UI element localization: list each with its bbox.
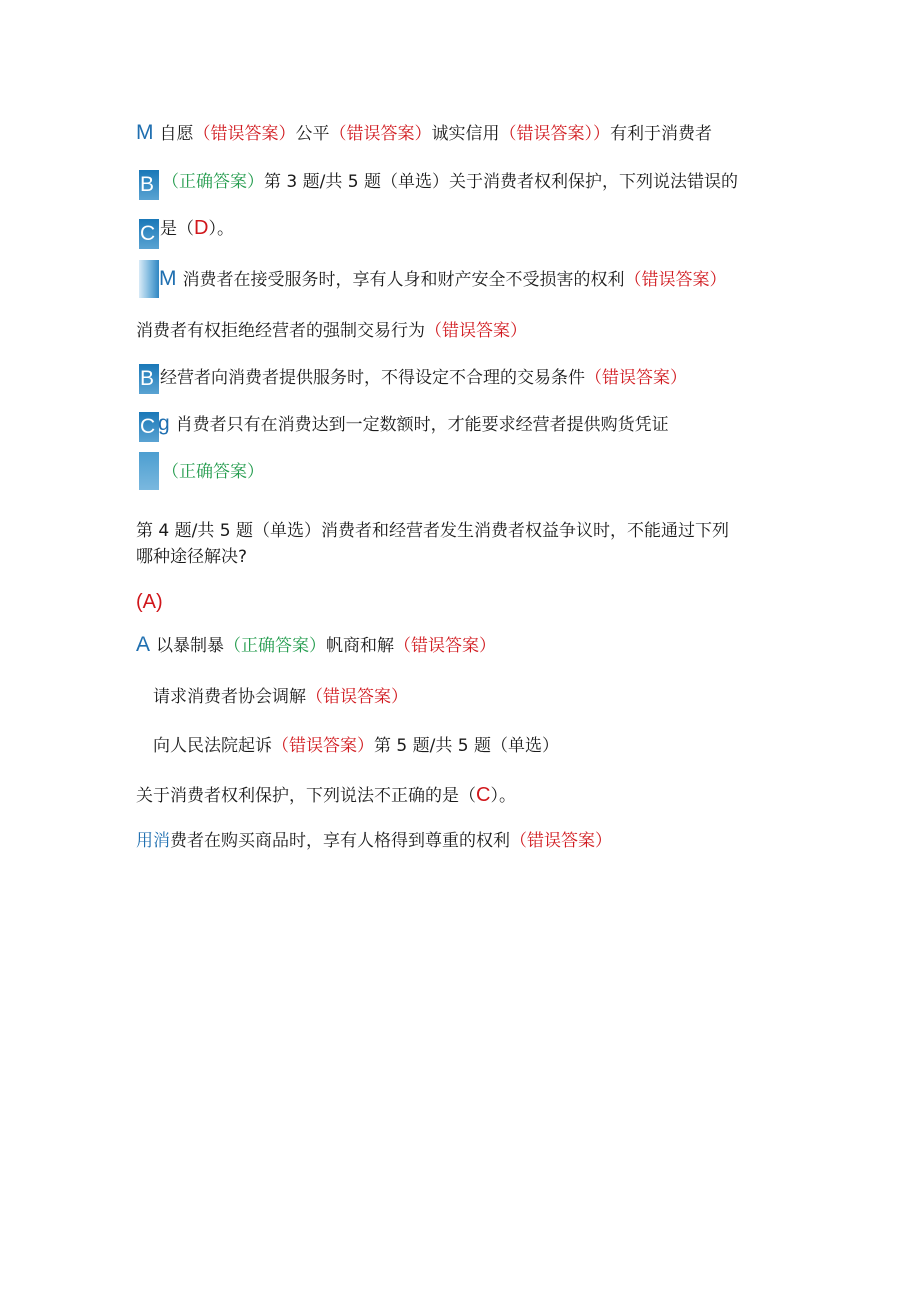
option-text: 自愿 [159, 124, 194, 144]
option-text: 公平 [295, 124, 330, 144]
question-text: ）。 [490, 786, 516, 806]
option-line-conditions [160, 366, 687, 390]
option-line-dignity [136, 829, 612, 853]
option-mark: A [136, 633, 151, 656]
question-4-line-1: 第 4 题/共 5 题（单选）消费者和经营者发生消费者权益争议时，不能通过下列 [136, 521, 729, 541]
option-line-association [153, 685, 408, 709]
wrong-answer-tag: （错误答案） [510, 831, 612, 851]
option-line-safety [159, 267, 727, 292]
question-text: 是（ [160, 219, 194, 239]
option-line-refuse [136, 319, 527, 343]
wrong-answer-tag: （错误答案）） [499, 124, 610, 144]
option-c-tile: C [139, 219, 159, 249]
wrong-answer-tag: （错误答案） [585, 368, 687, 388]
option-line-fairness [136, 121, 712, 146]
wrong-answer-tag: （错误答案） [425, 321, 527, 341]
question-3-answer-line [160, 216, 234, 241]
option-text: 消费者有权拒绝经营者的强制交易行为 [136, 321, 425, 341]
question-text: 第 5 题/共 5 题（单选） [374, 736, 559, 756]
option-mark: M [136, 121, 154, 144]
option-text: 肖费者只有在消费达到一定数额时，才能要求经营者提供购货凭证 [175, 415, 669, 435]
option-text-blue: 用消 [136, 831, 170, 851]
option-text: 费者在购买商品时，享有人格得到尊重的权利 [170, 831, 510, 851]
answer-letter: C [476, 784, 491, 806]
option-text: 请求消费者协会调解 [153, 687, 306, 707]
option-text: 帆商和解 [326, 636, 395, 656]
option-a-tile [139, 260, 159, 298]
correct-answer-tag: （正确答案） [224, 636, 327, 656]
option-b-tile: B [139, 170, 159, 200]
wrong-answer-tag: （错误答案） [624, 270, 727, 290]
correct-answer-line [162, 460, 264, 484]
question-text: ）。 [208, 219, 234, 239]
option-mark: M [159, 267, 177, 290]
correct-answer-tag: （正确答案） [162, 462, 264, 482]
question-4-line-2: 哪种途径解决? [136, 547, 248, 567]
question-5-line [136, 783, 516, 808]
option-text: 消费者在接受服务时，享有人身和财产安全不受损害的权利 [182, 270, 625, 290]
answer-letter: D [194, 217, 209, 239]
option-c-tile: C [139, 412, 159, 442]
question-3-line [162, 170, 738, 194]
wrong-answer-tag: （错误答案） [306, 687, 408, 707]
option-text: 诚实信用 [431, 124, 500, 144]
option-text: 向人民法院起诉 [153, 736, 272, 756]
wrong-answer-tag: （错误答案） [329, 124, 432, 144]
wrong-answer-tag: （错误答案） [394, 636, 497, 656]
option-line-court [153, 734, 559, 758]
correct-answer-tag: （正确答案） [162, 172, 264, 192]
option-line-receipt [158, 412, 669, 437]
option-text: 以暴制暴 [156, 636, 225, 656]
option-text: 有利于消费者 [610, 124, 712, 144]
wrong-answer-tag: （错误答案） [272, 736, 374, 756]
option-line-violence [136, 633, 496, 658]
option-b-tile: B [139, 364, 159, 394]
option-text: 经营者向消费者提供服务时，不得设定不合理的交易条件 [160, 368, 585, 388]
option-d-tile [139, 452, 159, 490]
question-text: 关于消费者权利保护，下列说法不正确的是（ [136, 786, 476, 806]
option-mark: g [158, 412, 170, 435]
question-text: 第 3 题/共 5 题（单选）关于消费者权利保护，下列说法错误的 [264, 172, 738, 192]
question-4-answer: (A) [136, 591, 163, 613]
wrong-answer-tag: （错误答案） [193, 124, 296, 144]
